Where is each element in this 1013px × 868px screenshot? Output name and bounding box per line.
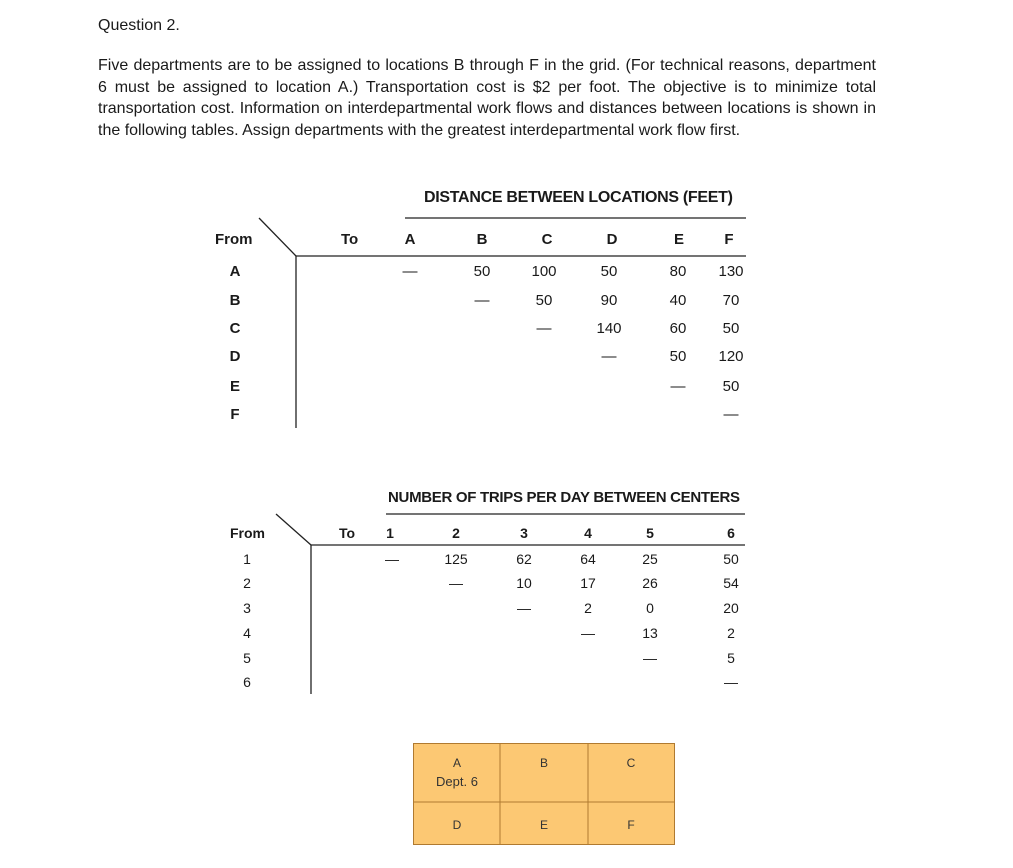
grid-cell-location: E bbox=[539, 818, 548, 832]
grid-cell-location: D bbox=[452, 818, 462, 832]
trips_table-row-label: 1 bbox=[243, 551, 251, 567]
grid-cell-location: C bbox=[626, 756, 636, 770]
distance-diagonal-rule bbox=[259, 218, 296, 256]
distance-table-title: DISTANCE BETWEEN LOCATIONS (FEET) bbox=[424, 189, 733, 206]
distance_table-cell: 140 bbox=[596, 320, 622, 337]
trips_table-cell: 10 bbox=[516, 575, 532, 591]
trips_table-cell: 26 bbox=[642, 575, 658, 591]
distance_table-cell: 90 bbox=[600, 292, 618, 309]
distance_table-col-header: A bbox=[404, 231, 416, 248]
distance_table-row-label: E bbox=[229, 378, 240, 395]
trips_table-cell: — bbox=[643, 650, 657, 666]
distance_table-row-label: B bbox=[229, 292, 241, 309]
trips_table-cell: 0 bbox=[646, 600, 654, 616]
grid-cell-location: A bbox=[452, 756, 461, 770]
trips_table-col-header: 1 bbox=[386, 525, 394, 541]
trips-diagonal-rule bbox=[276, 514, 311, 545]
distance_table-cell: — bbox=[723, 406, 739, 423]
trips_table-cell: 125 bbox=[444, 551, 468, 567]
trips_table-row-label: 4 bbox=[243, 625, 251, 641]
distance_table-col-header: B bbox=[476, 231, 488, 248]
trips_table-col-header: 3 bbox=[520, 525, 528, 541]
trips_table-col-header: 6 bbox=[727, 525, 735, 541]
trips_table-row-label: 6 bbox=[243, 674, 251, 690]
trips_table-cell: — bbox=[724, 674, 738, 690]
distance_table-row-label: C bbox=[229, 320, 241, 337]
distance_table-cell: 50 bbox=[722, 378, 740, 395]
distance_table-col-header: D bbox=[606, 231, 618, 248]
distance_table-cell: 80 bbox=[669, 263, 687, 280]
distance_table-cell: — bbox=[601, 348, 617, 365]
distance_table-cell: 60 bbox=[669, 320, 687, 337]
distance_table-cell: 50 bbox=[473, 263, 491, 280]
distance_table-cell: — bbox=[474, 292, 490, 309]
trips_table-cell: 50 bbox=[723, 551, 739, 567]
grid-cell-location: F bbox=[627, 818, 635, 832]
trips-table-title: NUMBER OF TRIPS PER DAY BETWEEN CENTERS bbox=[388, 489, 740, 506]
distance_table-col-header: F bbox=[724, 231, 734, 248]
trips-from-label: From bbox=[230, 525, 265, 541]
distance_table-cell: — bbox=[536, 320, 552, 337]
trips_table-cell: 5 bbox=[727, 650, 735, 666]
trips_table-cell: — bbox=[385, 551, 399, 567]
trips_table-cell: 25 bbox=[642, 551, 658, 567]
trips_table-cell: 20 bbox=[723, 600, 739, 616]
trips_table-cell: 2 bbox=[584, 600, 592, 616]
trips_table-cell: 2 bbox=[727, 625, 735, 641]
trips-to-label: To bbox=[339, 525, 356, 541]
location-grid bbox=[413, 743, 675, 845]
question-body: Five departments are to be assigned to locations B through F in the grid. (For technical reasons, department 6 must be assigned to location A.) Transportation cost is $2 per foot. The objective is to minimize total transportation cost. Information on interdepartmental work flows and distances between locations is shown in the following tables. Assign departments with the greatest interdepartmental work flow first. bbox=[98, 57, 876, 139]
distance-to-label: To bbox=[341, 231, 359, 248]
trips_table-col-header: 4 bbox=[584, 525, 592, 541]
distance_table-row-label: D bbox=[229, 348, 241, 365]
distance_table-cell: 50 bbox=[669, 348, 687, 365]
trips_table-cell: 54 bbox=[723, 575, 739, 591]
distance_table-cell: 100 bbox=[531, 263, 557, 280]
trips_table-row-label: 5 bbox=[243, 650, 251, 666]
distance_table-col-header: E bbox=[673, 231, 684, 248]
distance_table-cell: 120 bbox=[718, 348, 744, 365]
distance_table-cell: 50 bbox=[722, 320, 740, 337]
distance_table-cell: 50 bbox=[535, 292, 553, 309]
trips_table-cell: 17 bbox=[580, 575, 596, 591]
trips_table-col-header: 5 bbox=[646, 525, 654, 541]
distance_table-row-label: F bbox=[230, 406, 240, 423]
distance_table-cell: 50 bbox=[600, 263, 618, 280]
grid-cell-note: Dept. 6 bbox=[436, 774, 478, 789]
distance_table-cell: 70 bbox=[722, 292, 740, 309]
trips_table-cell: — bbox=[517, 600, 531, 616]
trips_table-cell: — bbox=[449, 575, 463, 591]
trips_table-cell: — bbox=[581, 625, 595, 641]
distance-from-label: From bbox=[215, 231, 253, 248]
trips_table-col-header: 2 bbox=[452, 525, 460, 541]
trips_table-row-label: 2 bbox=[243, 575, 251, 591]
question-heading: Question 2. bbox=[98, 17, 180, 34]
trips_table-cell: 13 bbox=[642, 625, 658, 641]
distance_table-cell: — bbox=[402, 263, 418, 280]
trips_table-cell: 64 bbox=[580, 551, 596, 567]
distance_table-cell: 130 bbox=[718, 263, 744, 280]
distance_table-cell: — bbox=[670, 378, 686, 395]
trips_table-cell: 62 bbox=[516, 551, 532, 567]
grid-cell-location: B bbox=[539, 756, 548, 770]
distance_table-row-label: A bbox=[229, 263, 241, 280]
distance_table-col-header: C bbox=[541, 231, 553, 248]
distance_table-cell: 40 bbox=[669, 292, 687, 309]
trips_table-row-label: 3 bbox=[243, 600, 251, 616]
